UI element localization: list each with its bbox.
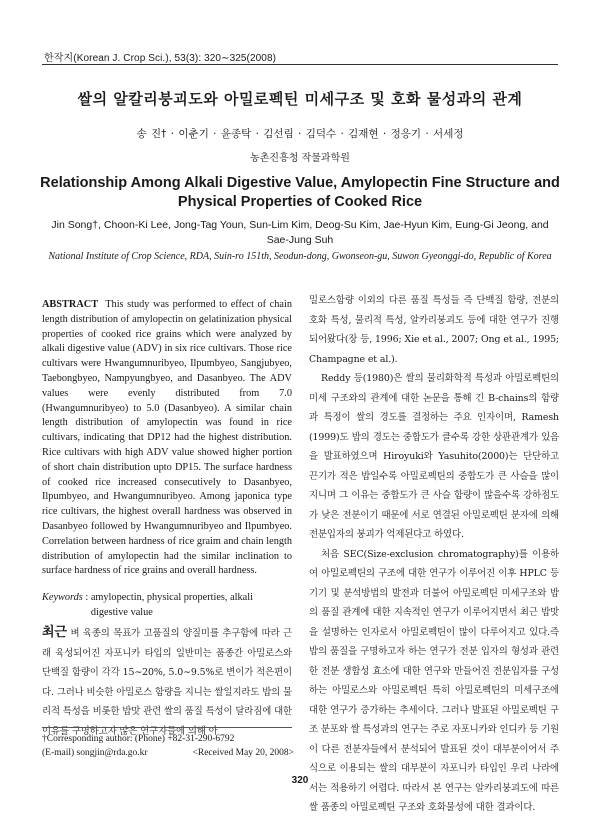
footnote — [42, 733, 294, 760]
intro-paragraph — [42, 623, 292, 741]
left-column — [42, 298, 292, 621]
corresponding-author: †Corresponding author: (Phone) +82-31-290-6792 — [42, 734, 235, 744]
right-column — [309, 291, 559, 818]
abstract-label: ABSTRACT — [42, 299, 99, 310]
abstract-text: This study was performed to effect of chain length distribution of amylopectin on gelatinization physical properties of cooked rice grains which were analyzed by alkali digestive value (ADV) in six rice cultivars. Those rice cultivars were Hwangumnuribyeo, Ilpumbyeo, Sangjubyeo, Taebongbyeo, Nampyungbyeo, and Dasanbyeo. The ADV values were evenly distributed from 7.0 (Hwangumnuribyeo) to 5.0 (Dasanbyeo). A similar chain length distribution of amylopectin was found in rice cultivars, indicating that DP12 had the highest distribution. Rice cultivars with high ADV value showed higher portion of short chain distribution upto DP15. The surface hardness of cooked rice increased consecutively to Dasanbyeo, Ilpumbyeo, and Hwangumnuribyeo. Among japonica type rice cultivars, the highest overall hardness was observed in Dasanbyeo followed by Hwangumnuribyeo and Ilpumbyeo. Correlation between hardness of rice graim and chain length distribution of amylopectin had the similar inclination to surface hardness of rice grains and overall hardness. — [42, 299, 292, 577]
affiliation-english: National Institute of Crop Science, RDA, Suin-ro 151th, Seodun-dong, Gwonseon-gu, Suwon Gyeonggi-do, Republic of Korea — [48, 251, 552, 262]
body-paragraph-1: 밀로스함량 이외의 다른 품질 특성들 즉 단백질 함량, 전분의 호화 특성, 물리적 특성, 알카리붕괴도 등에 대한 연구가 진행되어왔다(장 등, 1996; Xie et al., 2007; Ong et al., 1995; Champagne et al.). — [309, 295, 559, 365]
header-rule — [42, 64, 558, 65]
keywords-text: amylopectin, physical properties, alkali digestive value — [90, 592, 253, 618]
body-paragraph-3: 처음 SEC(Size-exclusion chromatography)를 이용하여 아밀로펙틴의 구조에 대한 연구가 이루어진 이후 HPLC 등 기기 및 분석방법의 발전과 더불어 아밀로펙틴 미세구조와 밥의 품질 관계에 대한 지속적인 연구가 이루어지면서 최근 밥맛을 설명하는 인자로서 아밀로펙틴이 많이 다루어지고 있다.즉 밥의 품질을 구명하고자 하는 연구가 전분 입자의 형성과 관련한 전분 생합성 효소에 대한 연구와 만들어진 전분입자를 구성하는 아밀로스와 아밀로펙틴 특히 아밀로펙틴의 미세구조에 대한 연구가 증가하는 추세이다. 그러나 발표된 아밀로펙틴 구조 분포와 쌀 특성과의 연구는 주로 자포니카와 인디카 등 기원이 다른 전분자들에서 분석되어 발표된 것이 대부분이어서 주식으로 이용되는 쌀의 대부분이 자포니카 타입인 우리 나라에서는 적용하기 어렵다. 따라서 본 연구는 알카리붕괴도에 따른 쌀 품종의 아밀로펙틴 구조와 호화물성에 대한 결과이다. — [309, 548, 559, 813]
keywords: Keywords : amylopectin, physical properties, alkali digestive value — [42, 591, 292, 621]
abstract — [42, 298, 292, 579]
journal-header: 한작지(Korean J. Crop Sci.), 53(3): 320∼325(2008) — [44, 53, 277, 64]
page-number: 320 — [291, 775, 309, 786]
title-korean: 쌀의 알칼리붕괴도와 아밀로펙틴 미세구조 및 호화 물성과의 관계 — [77, 90, 523, 108]
received-date: <Received May 20, 2008> — [192, 747, 294, 758]
keywords-label: Keywords — [42, 592, 83, 604]
title-english: Relationship Among Alkali Digestive Value, Amylopectin Fine Structure and Physical Properties of Cooked Rice — [40, 175, 560, 210]
footnote-rule — [42, 727, 292, 728]
affiliation-korean: 농촌진흥청 작물과학원 — [250, 153, 350, 164]
authors-english: Jin Song†, Choon-Ki Lee, Jong-Tag Youn, Sun-Lim Kim, Deog-Su Kim, Jae-Hyun Kim, Eung-Gi Jeong, and Sae-Jung Suh — [51, 219, 549, 246]
intro-text: 벼 육종의 목표가 고품질의 양질미를 추구함에 따라 근래 육성되어진 자포니카 타입의 일반미는 품종간 아밀로스와 단백질 함량이 각각 15∼20%, 5.0∼9.5%로 변이가 적은편이다. 그러나 비슷한 아밀로스 함량을 지니는 쌀일지라도 밥의 물리적 특성을 비롯한 밥맛 관련 쌀의 품질 특성이 달라짐에 대한 이유를 구명하고자 많은 연구자들에 의해 아 — [42, 628, 292, 737]
authors-korean: 송 진† · 이춘기 · 윤종탁 · 김선림 · 김덕수 · 김재현 · 정응기 · 서세정 — [136, 128, 464, 140]
author-email: (E-mail) songjin@rda.go.kr — [42, 747, 148, 758]
intro-lead-word: 최근 — [42, 625, 67, 640]
body-paragraph-2: Reddy 등(1980)은 쌀의 물리화학적 특성과 아밀로펙틴의 미세 구조와의 관계에 대한 논문을 통해 긴 B-chains의 함량과 특정이 쌀의 경도를 결정하는 주요 인자이며, Ramesh (1999)도 밥의 경도는 중합도가 클수록 강한 상관관계가 있음을 발표하였으며 Hiroyuki와 Yasuhito(2000)는 단단하고 끈기가 적은 밥일수록 아밀로펙틴의 중합도가 큰 사슬을 많이 지니며 그 이유는 중합도가 큰 사슬 함량이 많을수록 강하점도가 낮은 전분이기 때문에 서로 연결된 아밀로펙틴 분자에 의해 전분입자의 붕괴가 억제된다고 하였다. — [309, 373, 559, 540]
